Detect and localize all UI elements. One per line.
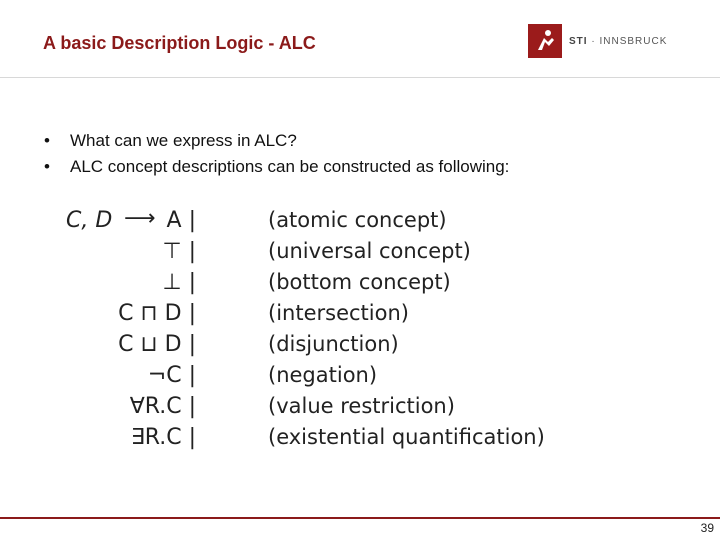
page-number: 39 — [700, 521, 714, 535]
bullet-item — [44, 128, 509, 154]
bullet-text: What can we express in ALC? — [70, 131, 297, 150]
bullet-text: ALC concept descriptions can be constructed as following: — [70, 157, 510, 176]
bullet-symbol: • — [44, 157, 50, 176]
footer-divider — [0, 517, 720, 519]
bullet-item — [44, 154, 509, 180]
grammar-rhs: ⊥ | — [162, 270, 196, 295]
grammar-description: (intersection) — [268, 301, 409, 325]
sti-innsbruck-logo — [528, 24, 667, 58]
grammar-rhs: ¬C | — [147, 363, 196, 388]
grammar-description: (bottom concept) — [268, 270, 451, 294]
grammar-description: (existential quantification) — [268, 425, 545, 449]
slide-title: A basic Description Logic - ALC — [43, 33, 316, 53]
grammar-rhs: C ⊓ D | — [118, 301, 196, 326]
grammar-rhs: C ⊔ D | — [118, 332, 196, 357]
grammar-description: (atomic concept) — [268, 208, 447, 232]
logo-text — [569, 36, 667, 47]
bullet-list — [44, 128, 509, 180]
grammar-lhs: C, D — [66, 208, 113, 233]
grammar-rhs: ⊤ | — [162, 239, 196, 264]
sti-logo-icon — [528, 24, 562, 58]
grammar-description: (disjunction) — [268, 332, 399, 356]
grammar-description: (universal concept) — [268, 239, 471, 263]
grammar-description: (value restriction) — [268, 394, 455, 418]
grammar-rhs: ∀R.C | — [129, 394, 196, 419]
grammar-rhs: ∃R.C | — [130, 425, 196, 450]
header-divider — [0, 77, 720, 78]
logo-separator: · — [591, 35, 596, 47]
bullet-symbol: • — [44, 131, 50, 150]
grammar-rhs: A | — [166, 208, 196, 233]
logo-location: INNSBRUCK — [599, 35, 668, 47]
logo-brand: STI — [569, 35, 588, 47]
grammar-description: (negation) — [268, 363, 378, 387]
grammar-arrow: ⟶ — [124, 206, 156, 231]
